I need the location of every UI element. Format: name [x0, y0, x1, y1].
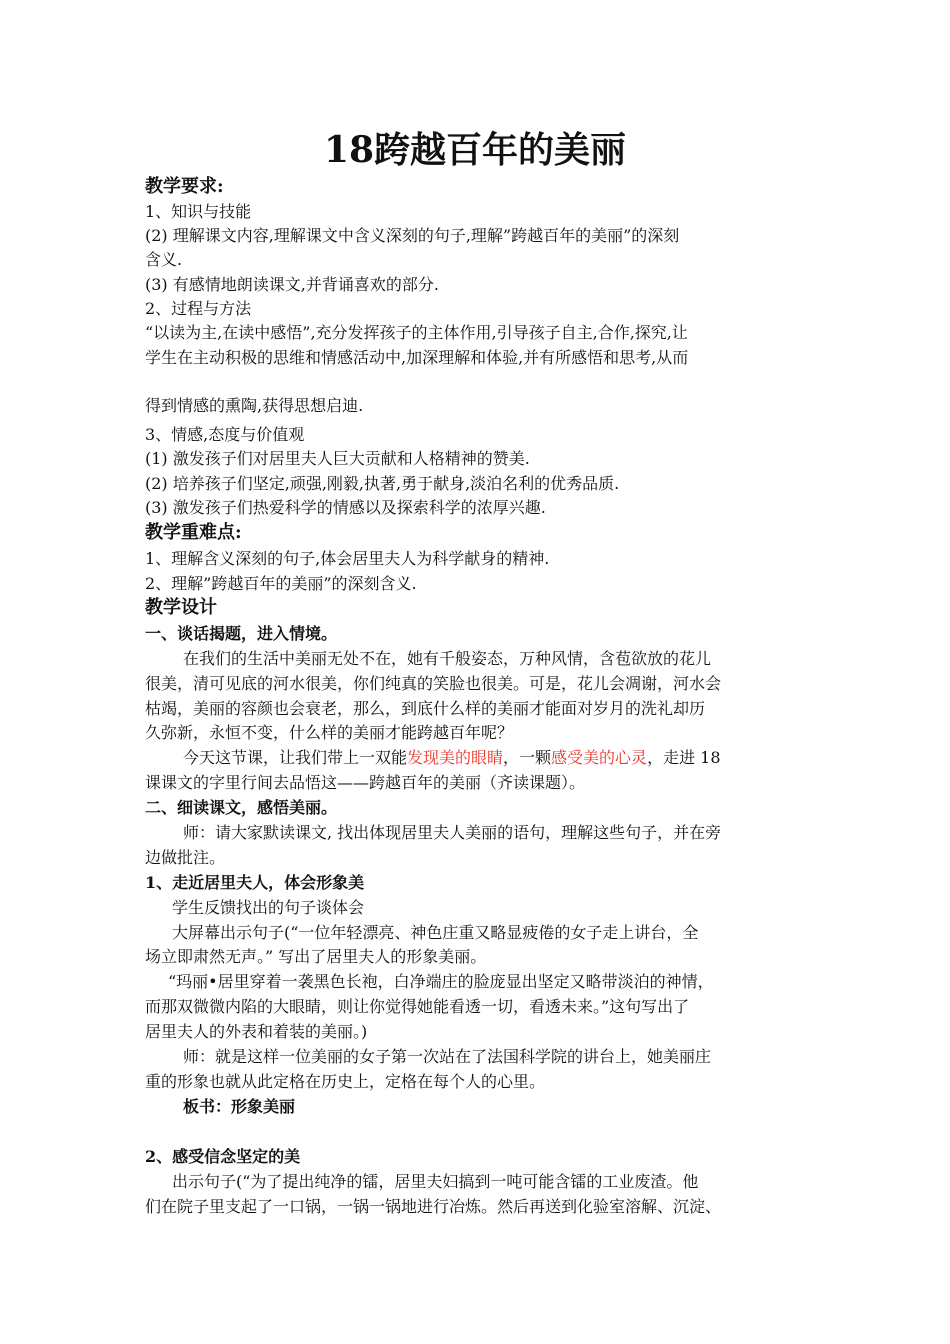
text-line: 重的形象也就从此定格在历史上，定格在每个人的心里。 — [145, 1072, 546, 1091]
board-note: 板书：形象美丽 — [183, 1097, 296, 1116]
text-line: 1、知识与技能 — [145, 202, 252, 221]
text-line: 得到情感的熏陶,获得思想启迪. — [145, 396, 364, 415]
text-line: (3) 有感情地朗读课文,并背诵喜欢的部分. — [145, 275, 439, 294]
text-line-mixed — [183, 747, 863, 769]
text-line: 枯竭，美丽的容颜也会衰老，那么，到底什么样的美丽才能面对岁月的洗礼却历 — [145, 699, 706, 718]
text-line: 2、理解”跨越百年的美丽”的深刻含义. — [145, 574, 417, 593]
text-line: 课课文的字里行间去品悟这——跨越百年的美丽（齐读课题）。 — [145, 773, 586, 792]
text-line: 在我们的生活中美丽无处不在，她有千般姿态，万种风情，含苞欲放的花儿 — [183, 649, 712, 668]
subsection-heading: 2、感受信念坚定的美 — [145, 1147, 301, 1166]
heading-key-points: 教学重难点: — [145, 522, 242, 543]
text-line: 学生反馈找出的句子谈体会 — [172, 898, 365, 917]
text-line: 师：就是这样一位美丽的女子第一次站在了法国科学院的讲台上，她美丽庄 — [183, 1047, 712, 1066]
text-line: (3) 激发孩子们热爱科学的情感以及探索科学的浓厚兴趣. — [145, 498, 546, 517]
text-span: 今天这节课，让我们带上一双能 — [183, 748, 408, 767]
text-line: 1、理解含义深刻的句子,体会居里夫人为科学献身的精神. — [145, 549, 550, 568]
text-line: 2、过程与方法 — [145, 299, 252, 318]
text-line: 3、情感,态度与价值观 — [145, 425, 305, 444]
text-line: 久弥新，永恒不变，什么样的美丽才能跨越百年呢？ — [145, 723, 514, 742]
text-line: 场立即肃然无声。” 写出了居里夫人的形象美丽。 — [145, 947, 487, 966]
text-span: ，一颗 — [503, 748, 552, 767]
text-line: “以读为主,在读中感悟”,充分发挥孩子的主体作用,引导孩子自主,合作,探究,让 — [145, 323, 688, 342]
text-line: 而那双微微内陷的大眼睛，则让你觉得她能看透一切，看透未来。”这句写出了 — [145, 997, 690, 1016]
highlight-text: 发现美的眼睛 — [407, 748, 504, 767]
section-heading: 二、细读课文，感悟美丽。 — [145, 798, 338, 817]
text-line: (1) 激发孩子们对居里夫人巨大贡献和人格精神的赞美. — [145, 449, 530, 468]
text-line: 学生在主动积极的思维和情感活动中,加深理解和体验,并有所感悟和思考,从而 — [145, 348, 689, 367]
section-heading: 一、谈话揭题，进入情境。 — [145, 624, 338, 643]
text-line: “玛丽•居里穿着一袭黑色长袍，白净端庄的脸庞显出坚定又略带淡泊的神情， — [168, 972, 714, 991]
text-line: 大屏幕出示句子(“一位年轻漂亮、神色庄重又略显疲倦的女子走上讲台，全 — [172, 923, 699, 942]
text-line: 含义. — [145, 250, 183, 269]
text-span: ，走进 18 — [647, 748, 721, 767]
text-line: 很美，清可见底的河水很美，你们纯真的笑脸也很美。可是，花儿会凋谢，河水会 — [145, 674, 722, 693]
text-line: 师：请大家默读课文, 找出体现居里夫人美丽的语句，理解这些句子，并在旁 — [183, 823, 722, 842]
text-line: (2) 培养孩子们坚定,顽强,刚毅,执著,勇于献身,淡泊名利的优秀品质. — [145, 474, 620, 493]
document-title: 18跨越百年的美丽 — [323, 129, 627, 171]
text-line: (2) 理解课文内容,理解课文中含义深刻的句子,理解”跨越百年的美丽”的深刻 — [145, 226, 680, 245]
text-line: 出示句子(“为了提出纯净的镭，居里夫妇搞到一吨可能含镭的工业废渣。他 — [172, 1172, 699, 1191]
heading-teaching-requirements: 教学要求: — [145, 176, 224, 197]
text-line: 们在院子里支起了一口锅，一锅一锅地进行冶炼。然后再送到化验室溶解、沉淀、 — [145, 1197, 722, 1216]
highlight-text: 感受美的心灵 — [551, 748, 648, 767]
heading-teaching-design: 教学设计 — [145, 597, 217, 618]
text-line: 居里夫人的外表和着装的美丽。) — [145, 1022, 368, 1041]
text-line: 边做批注。 — [145, 848, 226, 867]
subsection-heading: 1、走近居里夫人，体会形象美 — [145, 873, 365, 892]
